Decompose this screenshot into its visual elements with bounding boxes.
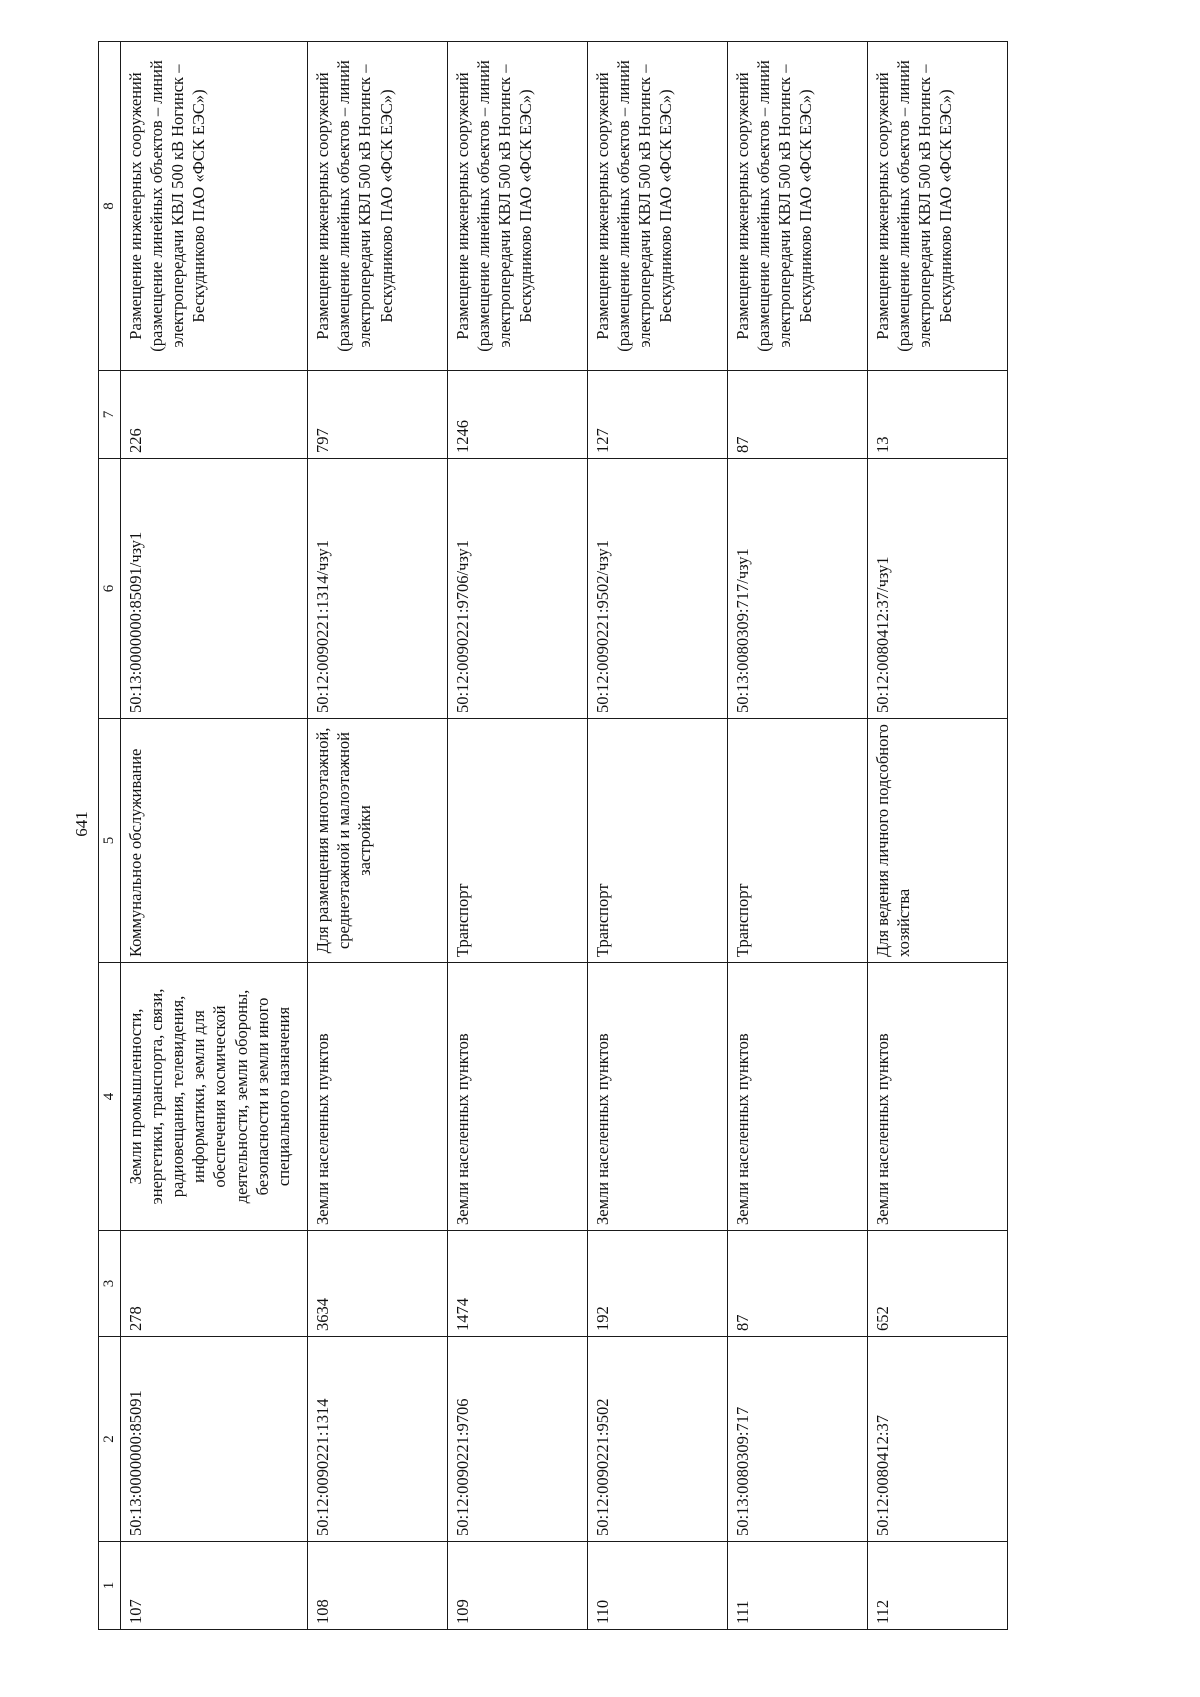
column-number-header: 2	[99, 1337, 121, 1542]
column-number-row	[99, 42, 121, 1630]
part-area-cell: 226	[121, 371, 308, 459]
land-category-cell: Земли населенных пунктов	[867, 963, 1007, 1231]
column-number-header: 3	[99, 1231, 121, 1337]
cadastral-number-cell: 50:12:0090221:9706	[448, 1337, 588, 1542]
part-area-cell: 87	[728, 371, 868, 459]
row-number-cell: 110	[588, 1542, 728, 1630]
land-category-cell: Земли населенных пунктов	[308, 963, 448, 1231]
part-area-cell: 1246	[448, 371, 588, 459]
cadastral-number-cell: 50:13:0000000:85091	[121, 1337, 308, 1542]
cadastral-number-cell: 50:13:0080309:717	[728, 1337, 868, 1542]
purpose-cell: Размещение инженерных сооружений (размещение линейных объектов – линий электропередачи КВЛ 500 кВ Ногинск – Бескудниково ПАО «ФСК ЕЭС»)	[308, 42, 448, 371]
permitted-use-cell: Транспорт	[588, 719, 728, 963]
table-row	[867, 42, 1007, 1630]
purpose-cell: Размещение инженерных сооружений (размещение линейных объектов – линий электропередачи КВЛ 500 кВ Ногинск – Бескудниково ПАО «ФСК ЕЭС»)	[448, 42, 588, 371]
land-category-cell: Земли населенных пунктов	[728, 963, 868, 1231]
part-number-cell: 50:12:0080412:37/чзу1	[867, 459, 1007, 719]
column-number-header: 1	[99, 1542, 121, 1630]
area-cell: 278	[121, 1231, 308, 1337]
cadastral-number-cell: 50:12:0090221:1314	[308, 1337, 448, 1542]
page-number: 641	[72, 811, 91, 837]
part-number-cell: 50:12:0090221:9706/чзу1	[448, 459, 588, 719]
land-plot-table	[98, 41, 1008, 1630]
row-number-cell: 111	[728, 1542, 868, 1630]
land-category-cell: Земли промышленности, энергетики, транспорта, связи, радиовещания, телевидения, информатики, земли для обеспечения космической деятельности, земли обороны, безопасности и земли иного специального назначения	[121, 963, 308, 1231]
row-number-cell: 112	[867, 1542, 1007, 1630]
area-cell: 87	[728, 1231, 868, 1337]
purpose-cell: Размещение инженерных сооружений (размещение линейных объектов – линий электропередачи КВЛ 500 кВ Ногинск – Бескудниково ПАО «ФСК ЕЭС»)	[588, 42, 728, 371]
part-number-cell: 50:12:0090221:9502/чзу1	[588, 459, 728, 719]
purpose-cell: Размещение инженерных сооружений (размещение линейных объектов – линий электропередачи КВЛ 500 кВ Ногинск – Бескудниково ПАО «ФСК ЕЭС»)	[728, 42, 868, 371]
table-row	[308, 42, 448, 1630]
table-row	[728, 42, 868, 1630]
land-category-cell: Земли населенных пунктов	[448, 963, 588, 1231]
area-cell: 3634	[308, 1231, 448, 1337]
part-area-cell: 13	[867, 371, 1007, 459]
part-number-cell: 50:13:0000000:85091/чзу1	[121, 459, 308, 719]
column-number-header: 7	[99, 371, 121, 459]
table-row	[121, 42, 308, 1630]
row-number-cell: 109	[448, 1542, 588, 1630]
area-cell: 192	[588, 1231, 728, 1337]
land-category-cell: Земли населенных пунктов	[588, 963, 728, 1231]
table-row	[588, 42, 728, 1630]
rotated-page-content	[98, 42, 1008, 1630]
permitted-use-cell: Транспорт	[448, 719, 588, 963]
area-cell: 1474	[448, 1231, 588, 1337]
permitted-use-cell: Для ведения личного подсобного хозяйства	[867, 719, 1007, 963]
purpose-cell: Размещение инженерных сооружений (размещение линейных объектов – линий электропередачи КВЛ 500 кВ Ногинск – Бескудниково ПАО «ФСК ЕЭС»)	[121, 42, 308, 371]
purpose-cell: Размещение инженерных сооружений (размещение линейных объектов – линий электропередачи КВЛ 500 кВ Ногинск – Бескудниково ПАО «ФСК ЕЭС»)	[867, 42, 1007, 371]
permitted-use-cell: Транспорт	[728, 719, 868, 963]
part-number-cell: 50:13:0080309:717/чзу1	[728, 459, 868, 719]
cadastral-number-cell: 50:12:0090221:9502	[588, 1337, 728, 1542]
column-number-header: 8	[99, 42, 121, 371]
permitted-use-cell: Для размещения многоэтажной, среднеэтажной и малоэтажной застройки	[308, 719, 448, 963]
part-area-cell: 797	[308, 371, 448, 459]
area-cell: 652	[867, 1231, 1007, 1337]
row-number-cell: 108	[308, 1542, 448, 1630]
permitted-use-cell: Коммунальное обслуживание	[121, 719, 308, 963]
table-row	[448, 42, 588, 1630]
column-number-header: 6	[99, 459, 121, 719]
cadastral-number-cell: 50:12:0080412:37	[867, 1337, 1007, 1542]
column-number-header: 4	[99, 963, 121, 1231]
part-area-cell: 127	[588, 371, 728, 459]
row-number-cell: 107	[121, 1542, 308, 1630]
part-number-cell: 50:12:0090221:1314/чзу1	[308, 459, 448, 719]
column-number-header: 5	[99, 719, 121, 963]
